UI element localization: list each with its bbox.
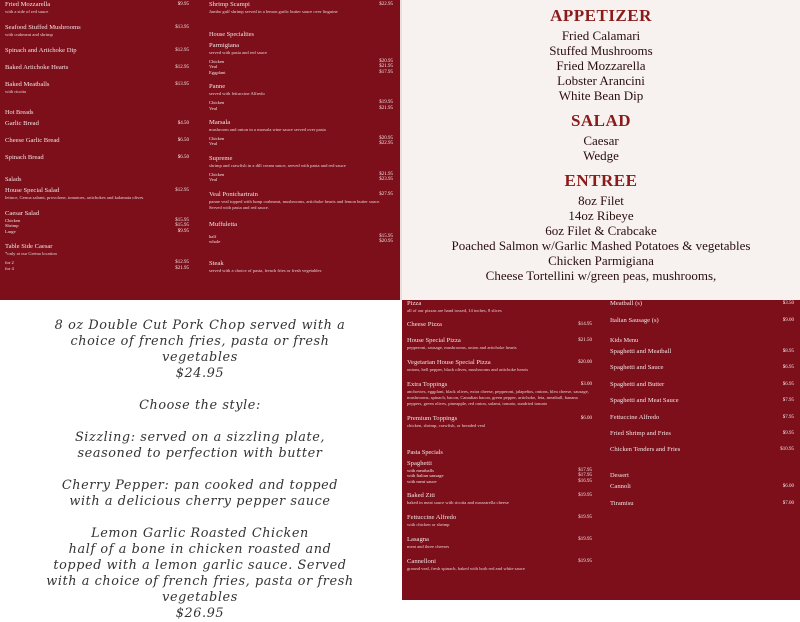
item-price: $6.50 xyxy=(177,138,189,143)
menu-item xyxy=(407,492,592,506)
section-heading: APPETIZER xyxy=(550,6,652,25)
item-name: Baked Artichoke Hearts xyxy=(5,64,69,71)
menu-item xyxy=(209,119,393,147)
row-label: Veal xyxy=(209,141,218,147)
item-price: $9.00 xyxy=(782,318,794,323)
dish-name: Caesar xyxy=(583,133,619,148)
menu-page-top-left xyxy=(0,0,400,300)
row-label: Veal xyxy=(209,177,218,183)
item-desc: mushroom and onion in a marsala wine sauce served over pasta xyxy=(209,127,326,133)
item-name: Garlic Bread xyxy=(5,120,39,127)
row-label: Chicken xyxy=(209,171,225,177)
item-name: Cheese Pizza xyxy=(407,321,442,328)
item-price: $8.95 xyxy=(782,349,794,354)
menu-item xyxy=(5,81,189,95)
item-price: $19.95 xyxy=(578,559,592,565)
item-name: Panne xyxy=(209,83,226,91)
menu-item xyxy=(610,364,794,372)
menu-item xyxy=(407,415,592,429)
item-name: Baked Meatballs xyxy=(5,81,50,88)
item-name: Vegetarian House Special Pizza xyxy=(407,359,491,366)
menu-item xyxy=(407,558,592,572)
dish-name: Cheese Tortellini w/green peas, mushrooms, xyxy=(485,268,717,283)
row-label: with meatballs xyxy=(407,468,434,473)
item-price: $3.00 xyxy=(580,382,592,387)
item-price: $7.95 xyxy=(782,398,794,404)
menu-paragraph: 8 oz Double Cut Pork Chop served with a choice of french fries, pasta or fresh vegetables $24.95 xyxy=(54,318,346,381)
menu-item xyxy=(5,120,189,128)
row-price: $17.95 xyxy=(379,69,393,75)
item-desc: *only at our Gretna location xyxy=(5,251,57,257)
dish-name: Fried Calamari xyxy=(561,28,641,43)
row-label: Large xyxy=(5,228,16,234)
price-row xyxy=(209,141,393,146)
item-name: Seafood Stuffed Mushrooms xyxy=(5,24,81,31)
item-name: Fettuccine Alfredo xyxy=(407,514,457,522)
menu-item xyxy=(407,514,592,528)
item-name: Lasagna xyxy=(407,536,429,544)
item-desc: with chicken or shrimp xyxy=(407,522,450,528)
row-price: $9.95 xyxy=(177,228,189,234)
menu-column-right xyxy=(209,0,393,274)
item-name: Table Side Caesar xyxy=(5,243,53,251)
row-label: Shrimp xyxy=(5,223,19,229)
menu-item xyxy=(5,154,189,162)
item-name: Marsala xyxy=(209,119,231,127)
item-price: $12.95 xyxy=(175,48,189,53)
dish-name: 14oz Ribeye xyxy=(568,208,634,223)
row-label: Chicken xyxy=(209,136,225,142)
item-name: Muffuletta xyxy=(209,220,238,228)
item-name: Meatball (s) xyxy=(610,300,643,307)
row-price: $23.95 xyxy=(379,177,393,183)
row-price: $20.95 xyxy=(379,239,393,245)
item-name: Cannelloni xyxy=(407,558,436,566)
menu-item xyxy=(5,64,189,72)
menu-item xyxy=(610,397,794,405)
row-label: Chicken xyxy=(5,218,21,223)
menu-item xyxy=(5,47,189,55)
menu-item-caesar-salad xyxy=(5,210,189,234)
row-label: Eggplant xyxy=(209,69,226,75)
item-desc: served with a choice of pasta, french fries or fresh vegetables xyxy=(209,268,322,274)
item-desc: panne veal topped with lump crabmeat, mushrooms, artichoke hearts and lemon butter sauce. Served with pasta and red sauce. xyxy=(209,198,381,210)
row-price: $15.95 xyxy=(175,223,189,229)
item-price: $27.95 xyxy=(379,191,393,197)
item-name: Spaghetti and Meatball xyxy=(610,348,672,355)
price-row xyxy=(209,106,393,111)
item-price: $6.00 xyxy=(580,416,592,421)
menu-item xyxy=(407,536,592,550)
item-price: $10.95 xyxy=(780,447,794,453)
menu-item-table-side-caesar xyxy=(5,243,189,271)
item-price: $20.00 xyxy=(578,360,592,365)
item-name: Tiramisu xyxy=(610,500,634,508)
item-name: Spaghetti and Meat Sauce xyxy=(610,397,679,405)
menu-paragraph: Choose the style: xyxy=(139,398,261,413)
menu-paragraph: Sizzling: served on a sizzling plate, seasoned to perfection with butter xyxy=(74,430,326,461)
dish-name: Wedge xyxy=(583,148,619,163)
item-price: $13.95 xyxy=(175,25,189,30)
item-name: Spinach and Artichoke Dip xyxy=(5,47,77,54)
item-price: $19.95 xyxy=(578,515,592,521)
item-price: $9.95 xyxy=(177,2,189,7)
item-desc: anchovies, eggplant, black olives, extra cheese, pepperoni, jalapeños, onions, bleu cheese, sausage, mushrooms, spinach, bacon, Canadian bacon, green pepper, artichoke, feta, meatball, banana peppers, green olives, pineapple, red onion, salami, tomato, sundried tomato xyxy=(407,389,589,406)
menu-page-bottom-right xyxy=(402,300,800,600)
row-price: $15.95 xyxy=(175,218,189,223)
item-price: $12.95 xyxy=(175,188,189,193)
item-desc: ground veal, fresh spinach, baked with both red and white sauce xyxy=(407,566,525,572)
menu-page-bottom-left xyxy=(0,300,400,621)
item-desc: with crabmeat and shrimp xyxy=(5,32,53,37)
item-desc: lettuce, Genoa salami, provolone, tomatoes, artichokes and kalamata olives xyxy=(5,195,144,200)
item-price: $7.95 xyxy=(782,414,794,420)
row-price: $20.95 xyxy=(379,59,393,64)
item-desc: served with fettuccine Alfredo xyxy=(209,91,265,97)
item-desc: with a side of red sauce xyxy=(5,9,49,14)
row-label: Chicken xyxy=(209,100,225,106)
dish-name: Stuffed Mushrooms xyxy=(549,43,653,58)
price-row xyxy=(5,229,189,234)
item-name: Cannoli xyxy=(610,483,631,491)
section-title-pasta-specials: Pasta Specials xyxy=(407,449,443,456)
menu-item xyxy=(610,348,794,356)
row-label: for 4 xyxy=(5,265,14,271)
item-name: Supreme xyxy=(209,154,233,162)
item-price: $21.50 xyxy=(578,338,592,343)
row-price: $17.95 xyxy=(578,468,592,473)
row-price: $16.95 xyxy=(578,478,592,484)
item-desc: baked in meat sauce with ricotta and mozzarella cheese xyxy=(407,500,509,506)
item-name: Spaghetti xyxy=(407,460,432,467)
item-name: Spaghetti and Butter xyxy=(610,380,665,388)
item-price: $6.50 xyxy=(177,155,189,160)
row-price: $21.95 xyxy=(379,64,393,70)
section-title-house-specialties: House Specialties xyxy=(209,31,254,38)
section-title-kids-menu: Kids Menu xyxy=(610,337,639,344)
menu-item-spaghetti xyxy=(407,460,592,484)
item-price: $19.95 xyxy=(578,493,592,499)
row-price: $22.95 xyxy=(379,141,393,147)
dish-name: Fried Mozzarella xyxy=(556,58,646,73)
menu-item-muffuletta xyxy=(209,221,393,245)
item-name: Veal Pontchartrain xyxy=(209,190,258,198)
item-name: Premium Toppings xyxy=(407,415,458,422)
row-label: whole xyxy=(209,239,221,245)
item-name: Fried Shrimp and Fries xyxy=(610,429,671,437)
menu-item xyxy=(407,381,592,407)
price-row xyxy=(407,479,592,484)
menu-item xyxy=(5,24,189,38)
row-price: $12.95 xyxy=(175,260,189,266)
menu-item-steak xyxy=(209,260,393,274)
menu-page-top-right xyxy=(400,0,800,300)
dish-name: White Bean Dip xyxy=(558,88,644,103)
item-name: Fried Mozzarella xyxy=(5,1,51,8)
item-name: Spinach Bread xyxy=(5,154,44,161)
menu-item xyxy=(610,483,794,491)
item-price: $13.95 xyxy=(175,82,189,87)
item-price: $12.95 xyxy=(175,65,189,70)
menu-column-left xyxy=(5,0,189,271)
item-desc: Jumbo gulf shrimp served in a lemon garlic butter sauce over linguine xyxy=(209,9,338,14)
menu-column-left xyxy=(407,300,592,580)
menu-item xyxy=(5,1,189,15)
menu-paragraph: Cherry Pepper: pan cooked and topped with a delicious cherry pepper sauce xyxy=(61,478,339,509)
price-row xyxy=(209,70,393,75)
menu-item xyxy=(610,430,794,438)
item-desc: onions, bell pepper, black olives, mushrooms and artichoke hearts xyxy=(407,367,529,372)
item-desc: served with pasta and red sauce xyxy=(209,50,268,55)
item-name: Extra Toppings xyxy=(407,381,448,388)
menu-paragraph: Lemon Garlic Roasted Chicken half of a bone in chicken roasted and topped with a lemon garlic sauce. Served with a choice of french fries, pasta or fresh vegetables $26.95 xyxy=(46,526,354,621)
item-price: $7.00 xyxy=(782,501,794,507)
menu-item xyxy=(209,83,393,111)
menu-item xyxy=(407,321,592,329)
item-name: Chicken Tenders and Fries xyxy=(610,446,681,454)
item-price: $4.50 xyxy=(177,121,189,126)
item-desc: pepperoni, sausage, mushrooms, onion and artichoke hearts xyxy=(407,345,517,350)
item-desc: meat and three cheeses xyxy=(407,544,450,550)
item-name: Caesar Salad xyxy=(5,210,40,217)
item-name: House Special Salad xyxy=(5,187,60,194)
section-heading: SALAD xyxy=(570,111,632,130)
row-price: $21.95 xyxy=(379,171,393,177)
row-price: $17.95 xyxy=(578,473,592,479)
item-price: $22.95 xyxy=(379,2,393,7)
row-price: $21.95 xyxy=(379,105,393,111)
menu-item xyxy=(209,155,393,183)
item-price: $19.95 xyxy=(578,537,592,543)
row-label: for 2 xyxy=(5,260,14,266)
menu-item xyxy=(610,446,794,454)
item-price: $9.95 xyxy=(782,430,794,436)
price-row xyxy=(5,266,189,271)
item-price: $6.00 xyxy=(782,484,794,490)
row-price: $20.95 xyxy=(379,136,393,142)
row-label: Veal xyxy=(209,105,218,111)
row-price: $15.95 xyxy=(379,233,393,239)
section-title-hot-breads: Hot Breads xyxy=(5,109,34,116)
menu-item xyxy=(610,381,794,389)
dish-name: Poached Salmon w/Garlic Mashed Potatoes & vegetables xyxy=(451,238,751,253)
item-price: $14.95 xyxy=(578,322,592,327)
menu-item xyxy=(610,500,794,508)
menu-item xyxy=(5,137,189,145)
section-title-salads: Salads xyxy=(5,176,22,183)
menu-item xyxy=(407,337,592,351)
menu-item xyxy=(610,414,794,422)
row-label: with Italian sausage xyxy=(407,473,444,479)
dish-name: 8oz Filet xyxy=(578,193,624,208)
row-label: Chicken xyxy=(209,59,225,64)
menu-item-shrimp-scampi xyxy=(209,1,393,15)
item-name: House Special Pizza xyxy=(407,337,461,344)
item-name: Parmigiana xyxy=(209,42,240,49)
item-desc: chicken, shrimp, crawfish, or breaded veal xyxy=(407,423,486,428)
item-name: Italian Sausage (s) xyxy=(610,317,659,324)
menu-item-veal-pontchartrain xyxy=(209,191,393,211)
row-label: half xyxy=(209,233,217,239)
row-price: $21.95 xyxy=(175,265,189,271)
menu-item xyxy=(610,317,794,325)
menu-item-house-salad xyxy=(5,187,189,201)
dish-name: Chicken Parmigiana xyxy=(548,253,654,268)
item-name: Steak xyxy=(209,260,224,268)
row-label: Veal xyxy=(209,64,218,70)
price-row xyxy=(209,239,393,244)
item-price: $6.95 xyxy=(782,365,794,371)
item-desc: with ricotta xyxy=(5,89,27,94)
menu-item xyxy=(209,42,393,75)
item-name: Fettuccine Alfredo xyxy=(610,413,660,421)
menu-item xyxy=(407,359,592,373)
dish-name: Lobster Arancini xyxy=(557,73,645,88)
item-price: $6.95 xyxy=(782,381,794,387)
section-heading: ENTREE xyxy=(564,171,638,190)
item-name: Baked Ziti xyxy=(407,492,436,500)
dish-name: 6oz Filet & Crabcake xyxy=(545,223,657,238)
item-name: Pizza xyxy=(407,300,422,307)
item-name: Cheese Garlic Bread xyxy=(5,137,60,144)
menu-item xyxy=(610,300,794,308)
item-desc: all of our pizzas are hand tossed, 14 inches, 8 slices xyxy=(407,308,502,313)
price-row xyxy=(209,177,393,182)
row-price: $19.95 xyxy=(379,100,393,106)
menu-column-right xyxy=(610,300,794,517)
row-label: with meat sauce xyxy=(407,478,437,484)
item-desc: shrimp and crawfish in a dill cream sauce, served with pasta and red sauce xyxy=(209,162,346,168)
item-name: Spaghetti and Sauce xyxy=(610,364,664,372)
section-title-dessert: Dessert xyxy=(610,472,629,480)
menu-item-pizza xyxy=(407,300,592,314)
item-name: Shrimp Scampi xyxy=(209,1,250,8)
item-price: $3.50 xyxy=(782,301,794,306)
